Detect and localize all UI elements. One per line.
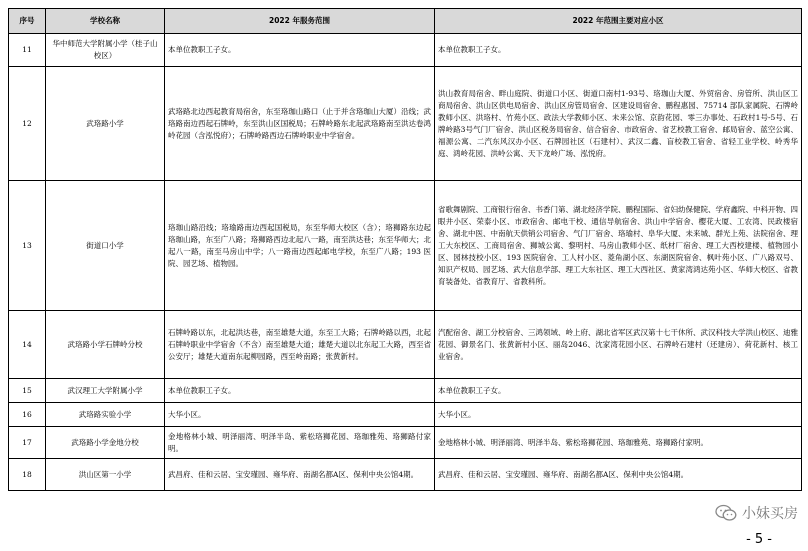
watermark: [715, 503, 798, 523]
row-no: 11: [9, 34, 46, 67]
table-header-row: [9, 9, 802, 34]
table-row: [9, 67, 802, 181]
row-scope: 武珞路北边西起教育局宿舍，东至珞珈山路口（止于并含珞珈山大厦）沿线；武珞路南边西起石牌岭，东至洪山区国税局；石牌岭路东北起武珞路南至洪达卷鸿岭花园（含泓悦府）；石牌岭路西边石牌岭职业中学宿舍。: [165, 67, 435, 181]
row-school: 华中师范大学附属小学（桂子山校区）: [46, 34, 165, 67]
table-row: [9, 427, 802, 459]
header-scope: 2022 年服务范围: [165, 9, 435, 34]
row-communities: 武昌府、佳和云居、宝安瑾园、雍华府、南湖名都A区、保利中央公馆4期。: [435, 459, 802, 491]
header-school: 学校名称: [46, 9, 165, 34]
table-row: [9, 379, 802, 403]
page-number: - 5 -: [746, 532, 772, 547]
enrollment-table-wrapper: [8, 8, 802, 491]
row-no: 18: [9, 459, 46, 491]
header-no: 序号: [9, 9, 46, 34]
row-scope: 金地格林小城、明泽丽湾、明泽半岛、紫松珞狮花园、珞珈雅苑、珞狮路付家明。: [165, 427, 435, 459]
row-scope: 武昌府、佳和云居、宝安瑾园、雍华府、南湖名都A区、保利中央公馆4期。: [165, 459, 435, 491]
table-row: [9, 403, 802, 427]
row-scope: 本单位教职工子女。: [165, 379, 435, 403]
row-school: 武珞路小学石牌岭分校: [46, 311, 165, 379]
row-scope: 本单位教职工子女。: [165, 34, 435, 67]
row-communities: 本单位教职工子女。: [435, 34, 802, 67]
row-school: 武汉理工大学附属小学: [46, 379, 165, 403]
row-communities: 省歌舞剧院、工商银行宿舍、书香门第、湖北经济学院、鹏程国际、省妇幼保健院、学府鑫院、中科开物、四眼井小区、荣泰小区、市政宿舍、邮电干校、通信导航宿舍、洪山中学宿舍、樱花大厦、工农湾、民政楼宿舍、湖北中医、中南航天供销公司宿舍、气门厂宿舍、珞瑜村、阜华大厦、未来城、群光上苑、法院宿舍、理工大东校区、工商局宿舍、狮城公寓、黎明村、马房山教师小区、纸材厂宿舍、理工大西校建楼、植物园小区、园林技校小区、193 医院宿舍、工人村小区、菱角湖小区、东湖医院宿舍、枫叶苑小区、广八路双号、知识产权局、园艺场、武大信息学部、理工大东社区、理工大西社区、黄家湾鸿达苑小区、华师大校区、省教育装备处、省教育厅、省教科所。: [435, 181, 802, 311]
table-row: [9, 34, 802, 67]
header-communities: 2022 年范围主要对应小区: [435, 9, 802, 34]
row-school: 街道口小学: [46, 181, 165, 311]
row-school: 武珞路实验小学: [46, 403, 165, 427]
row-school: 洪山区第一小学: [46, 459, 165, 491]
row-scope: 石牌岭路以东，北起洪达巷，南至雄楚大道，东至工大路；石牌岭路以西，北起石牌岭职业中学宿舍（不含）南至雄楚大道；雄楚大道以北东起工大路，西至省公安厅；雄楚大道南东起柳园路，西至岭南路；张黄新村。: [165, 311, 435, 379]
wechat-icon: [715, 504, 737, 522]
watermark-text: 小妹买房: [742, 506, 798, 522]
row-communities: 洪山教育局宿舍、畔山庭院、街道口小区、街道口南村1-93号、珞珈山大厦、外贸宿舍、房管所、洪山区工商局宿舍、洪山区供电局宿舍、洪山区房管局宿舍、区建设局宿舍、鹏程惠园、75714 部队家属院、石牌岭教师小区、洪珞村、竹苑小区、政法大学教师小区、未来公馆、京韵花园、零三办事处、石政村1号-5号、石牌岭路3号气门厂宿舍、洪山区税务局宿舍、信合宿舍、市政宿舍、省艺校教工宿舍、邮局宿舍、蓝空公寓、福源公寓、二汽东风汉办小区、石牌园社区（石建村）、武汉二鑫、盲校教工宿舍、省轻工业学校、岭秀华庭、鸿岭花园、洪岭公寓、天下龙岭广场、泓悦府。: [435, 67, 802, 181]
row-no: 15: [9, 379, 46, 403]
row-school: 武珞路小学金地分校: [46, 427, 165, 459]
row-school: 武珞路小学: [46, 67, 165, 181]
row-communities: 汽配宿舍、湖工分校宿舍、三鸿领域、岭上府、湖北省军区武汉第十七干休所、武汉科技大学洪山校区、迪雅花园、御景名门、张黄新村小区、丽岛2046、沈家湾花园小区、石牌岭石建村（还建房）、荷花新村、核工业宿舍。: [435, 311, 802, 379]
enrollment-table: [8, 8, 802, 491]
row-no: 13: [9, 181, 46, 311]
table-row: [9, 459, 802, 491]
row-scope: 大华小区。: [165, 403, 435, 427]
row-no: 14: [9, 311, 46, 379]
table-row: [9, 311, 802, 379]
row-communities: 大华小区。: [435, 403, 802, 427]
row-no: 12: [9, 67, 46, 181]
row-communities: 金地格林小城、明泽丽湾、明泽半岛、紫松珞狮花园、珞珈雅苑、珞狮路付家明。: [435, 427, 802, 459]
table-row: [9, 181, 802, 311]
row-no: 17: [9, 427, 46, 459]
row-no: 16: [9, 403, 46, 427]
row-scope: 珞珈山路沿线；珞瑜路南边西起国税局，东至华师大校区（含）；珞狮路东边起珞珈山路，东至广八路；珞狮路西边北起八一路，南至洪达巷；东至华师大；北起八一路，南至马房山中学；八一路南边西起邮电学校，东至广八路；193 医院、园艺场、植物园。: [165, 181, 435, 311]
row-communities: 本单位教职工子女。: [435, 379, 802, 403]
